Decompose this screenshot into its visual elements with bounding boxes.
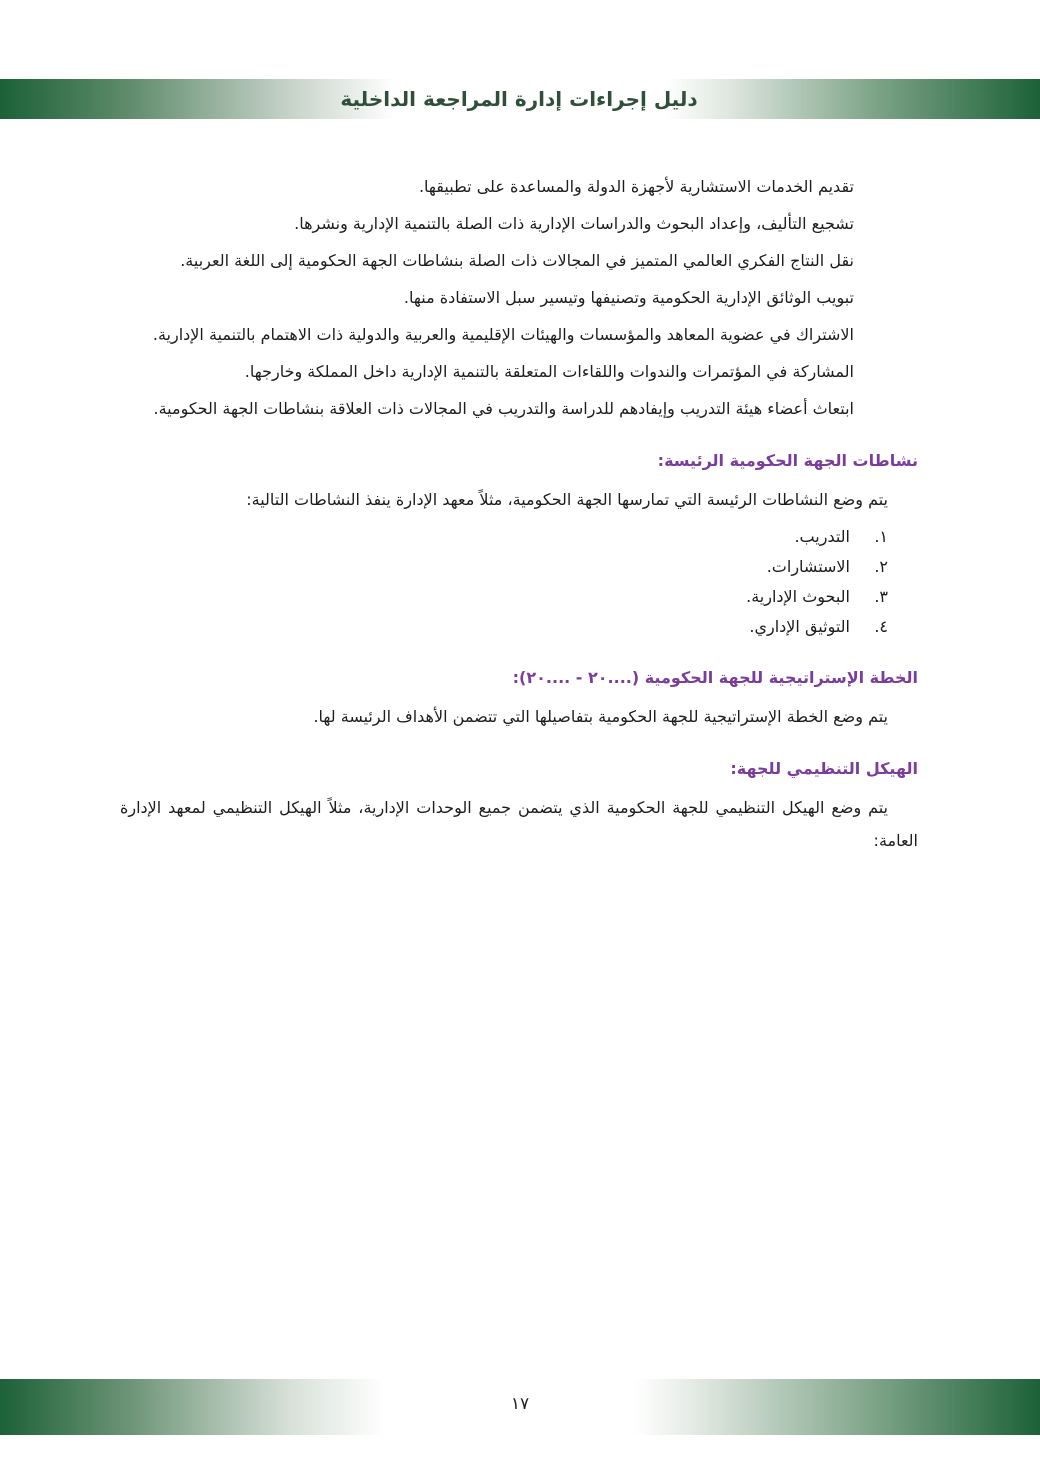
item-number: ٣. [874, 587, 888, 606]
activities-heading: نشاطات الجهة الحكومية الرئيسة: [657, 451, 918, 470]
item-number: ١. [874, 527, 888, 546]
strategy-heading: الخطة الإستراتيجية للجهة الحكومية (....٢٠ - ....٢٠): [512, 668, 918, 687]
header-title-text: دليل إجراءات إدارة المراجعة الداخلية [340, 87, 698, 111]
list-item: تبويب الوثائق الإدارية الحكومية وتصنيفها وتيسير سبل الاستفادة منها. [403, 288, 854, 307]
item-number: ٤. [874, 617, 888, 636]
item-text: التدريب. [794, 527, 850, 546]
structure-paragraph: يتم وضع الهيكل التنظيمي للجهة الحكومية الذي يتضمن جميع الوحدات الإدارية، مثلاً الهيكل التنظيمي لمعهد الإدارة العامة: [120, 798, 918, 850]
list-item: تشجيع التأليف، وإعداد البحوث والدراسات الإدارية ذات الصلة بالتنمية الإدارية ونشرها. [294, 214, 854, 233]
page-header-title [0, 79, 1040, 119]
list-item [120, 582, 888, 612]
item-number: ٢. [874, 557, 888, 576]
list-item: الاشتراك في عضوية المعاهد والمؤسسات والهيئات الإقليمية والعربية والدولية ذات الاهتمام بالتنمية الإدارية. [152, 325, 854, 344]
list-item: تقديم الخدمات الاستشارية لأجهزة الدولة والمساعدة على تطبيقها. [418, 177, 854, 196]
item-text: البحوث الإدارية. [746, 587, 850, 606]
activities-list [120, 522, 888, 642]
structure-heading: الهيكل التنظيمي للجهة: [730, 759, 918, 778]
item-text: الاستشارات. [766, 557, 850, 576]
list-item: المشاركة في المؤتمرات والندوات واللقاءات المتعلقة بالتنمية الإدارية داخل المملكة وخارجها. [244, 362, 854, 381]
objectives-list [124, 170, 854, 425]
list-item: ابتعاث أعضاء هيئة التدريب وإيفادهم للدراسة والتدريب في المجالات ذات العلاقة بنشاطات الجهة الحكومية. [153, 399, 854, 418]
list-item [120, 522, 888, 552]
list-item: نقل النتاج الفكري العالمي المتميز في المجالات ذات الصلة بنشاطات الجهة الحكومية إلى اللغة العربية. [180, 251, 854, 270]
activities-paragraph: يتم وضع النشاطات الرئيسة التي تمارسها الجهة الحكومية، مثلاً معهد الإدارة ينفذ النشاطات التالية: [246, 490, 888, 509]
strategy-paragraph: يتم وضع الخطة الإستراتيجية للجهة الحكومية بتفاصيلها التي تتضمن الأهداف الرئيسة لها. [313, 707, 888, 726]
document-body [120, 170, 918, 857]
list-item [120, 612, 888, 642]
item-text: التوثيق الإداري. [749, 617, 850, 636]
list-item [120, 552, 888, 582]
page-number: ١٧ [510, 1394, 530, 1414]
